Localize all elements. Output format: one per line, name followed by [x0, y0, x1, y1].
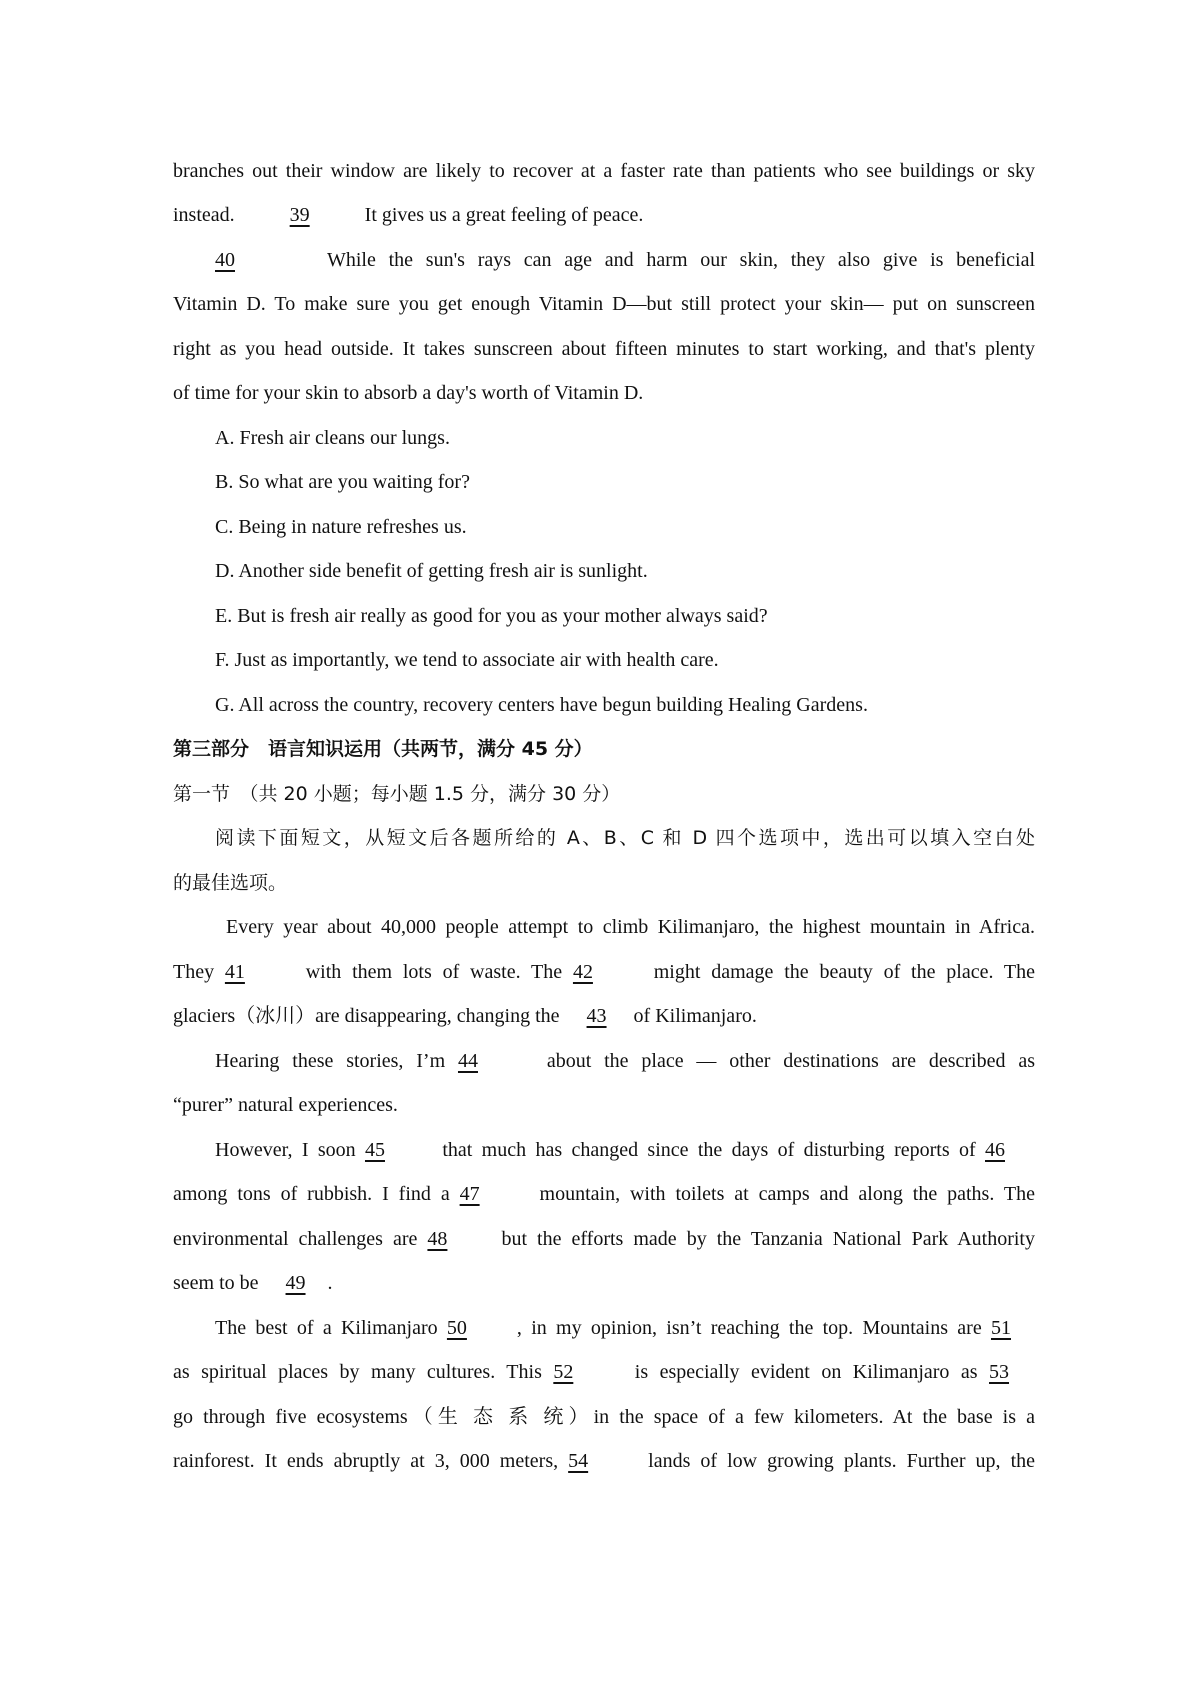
blank-53: 53	[989, 1361, 1010, 1383]
passage-line	[226, 913, 1035, 941]
text: .	[327, 1272, 333, 1294]
text: seem to be	[173, 1272, 264, 1294]
passage-line	[173, 379, 1035, 407]
passage-line	[173, 1002, 1035, 1030]
text: They	[173, 961, 225, 983]
passage-line	[215, 1314, 1035, 1342]
passage-line	[173, 290, 1035, 318]
passage-line	[173, 1269, 1035, 1297]
passage-line	[215, 1136, 1035, 1164]
blank-46: 46	[985, 1139, 1005, 1161]
passage-line	[173, 1180, 1035, 1208]
passage-line	[173, 1358, 1035, 1386]
option-d: D. Another side benefit of getting fresh air is sunlight.	[215, 560, 648, 582]
blank-51: 51	[991, 1317, 1011, 1339]
section-heading: 第三部分 语言知识运用（共两节，满分 45 分）	[173, 738, 593, 760]
passage-line	[215, 246, 1035, 274]
text: but the efforts made by the Tanzania National Park Authority	[491, 1228, 1035, 1250]
passage-line	[173, 1403, 1035, 1431]
instructions: 的最佳选项。	[173, 872, 288, 894]
option-a: A. Fresh air cleans our lungs.	[215, 427, 450, 449]
passage-line	[215, 1047, 1035, 1075]
passage-line	[173, 335, 1035, 363]
text: as spiritual places by many cultures. This	[173, 1361, 554, 1383]
text: Vitamin D. To make sure you get enough Vitamin D—but still protect your skin— put on sunscreen	[173, 293, 1035, 315]
blank-52: 52	[553, 1361, 574, 1383]
text: “purer” natural experiences.	[173, 1094, 398, 1116]
text: is especially evident on Kilimanjaro as	[623, 1361, 990, 1383]
blank-54: 54	[568, 1450, 589, 1472]
text: environmental challenges are	[173, 1228, 428, 1250]
text: instead.	[173, 204, 240, 226]
blank-39: 39	[289, 204, 310, 226]
blank-50: 50	[446, 1317, 467, 1339]
text: go through five ecosystems（生 态 系 统）in the space of a few kilometers. At the base is a	[173, 1406, 1035, 1428]
text: rainforest. It ends abruptly at 3, 000 meters,	[173, 1450, 569, 1472]
option-b: B. So what are you waiting for?	[215, 471, 470, 493]
passage-line	[173, 157, 1035, 185]
text: mountain, with toilets at camps and along the paths. The	[529, 1183, 1035, 1205]
text: It gives us a great feeling of peace.	[359, 204, 644, 226]
blank-49: 49	[285, 1272, 306, 1294]
passage-line	[173, 958, 1035, 986]
blank-45: 45	[364, 1139, 385, 1161]
text: might damage the beauty of the place. The	[642, 961, 1036, 983]
blank-43: 43	[586, 1005, 607, 1027]
text: The best of a Kilimanjaro	[215, 1317, 447, 1339]
blank-42: 42	[572, 961, 593, 983]
section-subheading: 第一节 （共 20 小题；每小题 1.5 分，满分 30 分）	[173, 783, 621, 805]
blank-47: 47	[459, 1183, 480, 1205]
text: about the place — other destinations are described as	[533, 1050, 1035, 1072]
option-g: G. All across the country, recovery centers have begun building Healing Gardens.	[215, 694, 868, 716]
text: with them lots of waste. The	[294, 961, 573, 983]
text: Hearing these stories, I’m	[215, 1050, 458, 1072]
text: right as you head outside. It takes sunscreen about fifteen minutes to start working, and that's plenty	[173, 338, 1035, 360]
blank-44: 44	[457, 1050, 478, 1072]
text: glaciers（冰川）are disappearing, changing the	[173, 1005, 565, 1027]
text: However, I soon	[215, 1139, 365, 1161]
option-e: E. But is fresh air really as good for you as your mother always said?	[215, 605, 768, 627]
passage-line	[173, 1225, 1035, 1253]
text: , in my opinion, isn’t reaching the top. Mountains are	[516, 1317, 991, 1339]
text: Every year about 40,000 people attempt to climb Kilimanjaro, the highest mountain in Africa.	[226, 916, 1035, 938]
option-f: F. Just as importantly, we tend to associate air with health care.	[215, 649, 719, 671]
text: among tons of rubbish. I find a	[173, 1183, 460, 1205]
passage-line	[173, 201, 1035, 229]
blank-48: 48	[427, 1228, 448, 1250]
text: of time for your skin to absorb a day's worth of Vitamin D.	[173, 382, 644, 404]
passage-line	[173, 1447, 1035, 1475]
blank-40: 40	[215, 249, 235, 271]
instructions: 阅读下面短文，从短文后各题所给的 A、B、C 和 D 四个选项中，选出可以填入空白处	[215, 827, 1035, 849]
text: lands of low growing plants. Further up, the	[638, 1450, 1035, 1472]
passage-line	[173, 1091, 1035, 1119]
blank-41: 41	[224, 961, 245, 983]
text: that much has changed since the days of disturbing reports of	[432, 1139, 985, 1161]
option-c: C. Being in nature refreshes us.	[215, 516, 467, 538]
text: branches out their window are likely to recover at a faster rate than patients who see buildings or sky	[173, 160, 1035, 182]
text: of Kilimanjaro.	[628, 1005, 757, 1027]
text: While the sun's rays can age and harm our skin, they also give is beneficial	[327, 249, 1035, 271]
